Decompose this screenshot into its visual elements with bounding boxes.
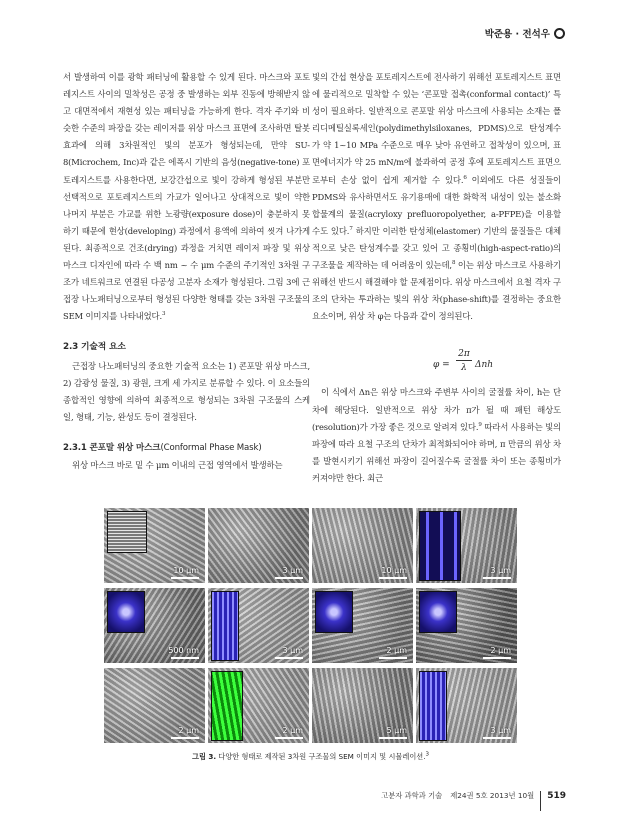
sem-image-panel bbox=[312, 668, 413, 743]
scale-bar-label: 2 μm bbox=[282, 726, 303, 735]
scale-bar bbox=[171, 657, 199, 659]
circle-bullet-icon bbox=[554, 28, 565, 39]
sem-image-panel bbox=[416, 508, 517, 583]
citation-ref: 7 bbox=[349, 226, 353, 233]
phase-shift-equation bbox=[312, 346, 561, 388]
citation-ref: 6 bbox=[463, 174, 467, 181]
citation-ref: 3 bbox=[161, 311, 166, 318]
scale-bar-label: 3 μm bbox=[282, 646, 303, 655]
sem-zoom-inset bbox=[107, 511, 147, 553]
sem-image-panel bbox=[104, 668, 205, 743]
citation-ref: 8 bbox=[451, 260, 456, 267]
simulation-blue-inset bbox=[419, 511, 461, 581]
simulation-blue-inset bbox=[315, 591, 353, 633]
scale-bar bbox=[483, 737, 511, 739]
scale-bar-label: 3 μm bbox=[490, 566, 511, 575]
left-column bbox=[63, 69, 310, 474]
equation-denominator: λ bbox=[461, 363, 467, 373]
body-paragraph: 이 식에서 Δn은 위상 마스크와 주변부 사이의 굴절률 차이, h는 단차에 해당된다. 일반적으로 위상 차가 π가 될 때 패턴 해상도(resolution)가 가장 좋은 것으로 알려져 있다.$^9$ 따라서 사용하는 빛의 파장에 따라 요철 구조의 단차가 최적화되어야 하며, π 만큼의 위상 차를 발현시키기 위해선 파장이 길어질수록 굴절률 차이 또는 종횡비가 커져야만 한다. 최근 bbox=[312, 387, 561, 483]
sem-image-panel bbox=[208, 588, 309, 663]
simulation-blue-inset bbox=[419, 591, 457, 633]
equation-numerator: 2π bbox=[456, 348, 472, 361]
simulation-blue-inset bbox=[211, 591, 239, 661]
journal-name: 고분자 과학과 기술 bbox=[381, 791, 443, 800]
figure-3-sem-grid bbox=[104, 508, 520, 745]
body-paragraph: 위상 마스크 바로 밑 수 μm 이내의 근접 영역에서 발생하는 bbox=[72, 459, 283, 470]
right-column bbox=[312, 69, 561, 487]
scale-bar-label: 3 μm bbox=[282, 566, 303, 575]
equation-fraction bbox=[456, 348, 472, 375]
body-paragraph: 빛의 간섭 현상을 포토레지스트에 전사하기 위해선 포토레지스트 표면에 물리적으로 밀착할 수 있는 ‘콘포말 접촉(conformal contact)’ 특성이 필요하다. 일반적으로 콘포말 위상 마스크에 사용되는 소재는 폴리디메틸실록세인(polydimethylsiloxanes, PDMS)으로 탄성계수가 약 1~10 MPa 수준으로 매우 낮아 유연하고 접착성이 있으며, 표면에너지가 약 25 mN/m에 불과하여 공정 후에 포토레지스트 표면으로부터 손상 없이 쉽게 제거할 수 있다.$^6$ 이외에도 다른 성질들이 PDMS와 유사하면서도 유기용매에 대한 화학적 내성이 있는 불소화합물계의 물질(acryloxy prefluoropolyether, a-PFPE)을 이용할 수도 있다.$^7$ 하지만 이러한 탄성체(elastomer) 기반의 물질들은 대체적으로 낮은 탄성계수를 갖고 있어 고 종횡비(high-aspect-ratio)의 구조물을 제작하는 데 어려움이 있는데,$^8$ 이는 위상 마스크로 사용하기 위해선 반드시 해결해야 할 문제점이다. 위상 마스크에서 요철 격자 구조의 단차는 투과하는 빛의 위상 차(phase-shift)를 결정하는 중요한 요소이며, 위상 차 φ는 다음과 같이 정의된다. bbox=[312, 72, 561, 322]
scale-bar bbox=[171, 577, 199, 579]
figure-caption: 그림 3. 다양한 형태로 제작된 3차원 구조물의 SEM 이미지 및 시뮬레이션.$^3$ bbox=[192, 751, 429, 761]
scale-bar-label: 2 μm bbox=[490, 646, 511, 655]
scale-bar bbox=[483, 657, 511, 659]
page-footer bbox=[381, 786, 566, 806]
scale-bar bbox=[171, 737, 199, 739]
scale-bar bbox=[379, 577, 407, 579]
scale-bar-label: 500 nm bbox=[168, 646, 199, 655]
sem-image-panel bbox=[416, 588, 517, 663]
body-paragraph: 서 발생하여 이를 광학 패터닝에 활용할 수 있게 된다. 마스크와 포토레지스트 사이의 밀착성은 공정 중 발생하는 외부 진동에 방해받지 않고 대면적에서 재현성 있는 패터닝을 가능하게 한다. 격자 주기와 비슷한 수준의 파장을 갖는 레이저를 위상 마스크 표면에 조사하면 탈봇 효과에 의해 3차원적인 빛의 분포가 형성되는데, 만약 SU-8(Microchem, Inc)과 같은 에폭시 기반의 음성(negative-tone) 포토레지스트를 사용한다면, 보강간섭으로 빛이 강하게 형성된 부분만 선택적으로 포토레지스트의 가교가 일어나고 상대적으로 빛이 약한 나머지 부분은 가교를 위한 노광량(exposure dose)이 충분하지 못하기 때문에 현상(developing) 과정에서 용액에 의하여 씻겨 나가게 된다. 최종적으로 건조(drying) 과정을 거치면 레이저 파장 및 위상 마스크 디자인에 따라 수 백 nm ~ 수 μm 수준의 주기적인 3차원 구조가 네트워크로 연결된 다공성 고분자 소재가 형성된다. 그림 3에 근접장 나노패터닝으로부터 형성된 다양한 형태를 갖는 3차원 구조물의 SEM 이미지를 나타내었다.$^3$ bbox=[63, 72, 310, 322]
scale-bar bbox=[379, 657, 407, 659]
footer-divider bbox=[540, 791, 541, 811]
page-number: 519 bbox=[547, 791, 566, 801]
running-header bbox=[485, 26, 565, 40]
scale-bar bbox=[275, 577, 303, 579]
sem-image-panel bbox=[312, 588, 413, 663]
scale-bar-label: 5 μm bbox=[386, 726, 407, 735]
sem-image-panel bbox=[208, 668, 309, 743]
scale-bar bbox=[379, 737, 407, 739]
simulation-blue-inset bbox=[419, 671, 447, 741]
scale-bar bbox=[483, 577, 511, 579]
header-authors: 박준용 · 전석우 bbox=[484, 29, 550, 40]
scale-bar-label: 3 μm bbox=[490, 726, 511, 735]
body-paragraph: 근접장 나노패터닝의 중요한 기술적 요소는 1) 콘포말 위상 마스크, 2) 감광성 물질, 3) 광원, 크게 세 가지로 분류할 수 있다. 이 요소들의 종합적인 영향에 의하여 최종적으로 형성되는 3차원 구조물의 스케일, 형태, 기능, 완성도 등이 결정된다. bbox=[63, 360, 310, 422]
subsection-heading: 2.3.1 콘포말 위상 마스크(Conformal Phase Mask) bbox=[63, 442, 262, 453]
scale-bar-label: 2 μm bbox=[386, 646, 407, 655]
equation-lhs: φ = bbox=[433, 360, 450, 370]
sem-image-panel bbox=[104, 508, 205, 583]
journal-issue: 제24권 5호 2013년 10월 bbox=[450, 791, 535, 800]
citation-ref: 9 bbox=[478, 421, 482, 428]
simulation-blue-inset bbox=[107, 591, 145, 633]
simulation-green-inset bbox=[211, 671, 243, 741]
scale-bar-label: 2 μm bbox=[178, 726, 199, 735]
sem-image-panel bbox=[312, 508, 413, 583]
sem-image-panel bbox=[416, 668, 517, 743]
scale-bar bbox=[275, 657, 303, 659]
sem-image-panel bbox=[104, 588, 205, 663]
scale-bar-label: 10 μm bbox=[173, 566, 199, 575]
scale-bar-label: 10 μm bbox=[381, 566, 407, 575]
equation-rhs: Δnh bbox=[475, 360, 494, 370]
sem-image-panel bbox=[208, 508, 309, 583]
section-heading: 2.3 기술적 요소 bbox=[63, 342, 126, 353]
scale-bar bbox=[275, 737, 303, 739]
